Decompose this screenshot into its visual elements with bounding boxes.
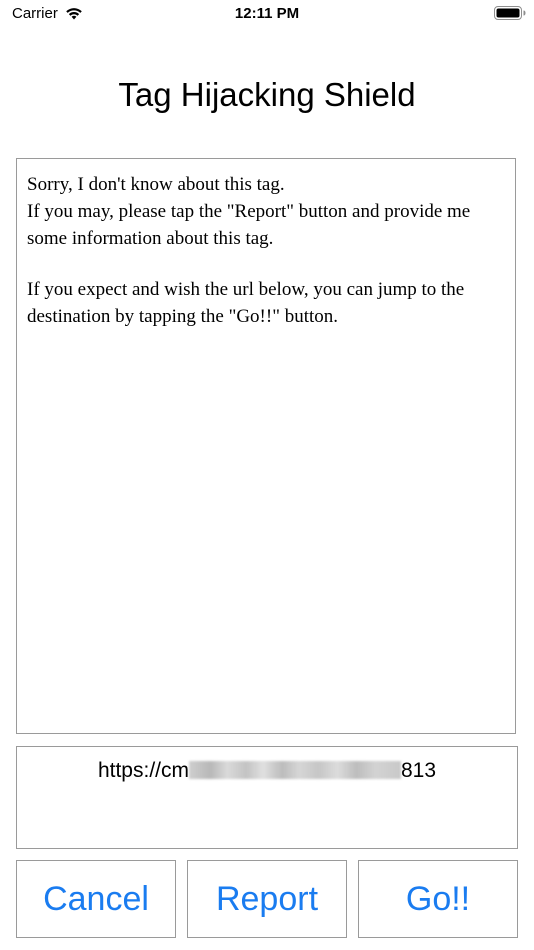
paragraph-gap <box>27 252 505 276</box>
action-button-row <box>16 860 518 938</box>
battery-icon <box>494 6 526 20</box>
message-text-view[interactable] <box>16 158 516 734</box>
report-button[interactable]: Report <box>187 860 347 938</box>
status-bar <box>0 0 534 30</box>
message-line-report-request: If you may, please tap the "Report" button and provide me some information about this tag. <box>27 201 471 249</box>
url-suffix: 813 <box>400 759 437 782</box>
cancel-button[interactable]: Cancel <box>16 860 176 938</box>
message-line-unknown-tag: Sorry, I don't know about this tag. <box>27 174 285 195</box>
url-redacted-segment <box>189 761 401 779</box>
message-line-go-instruction: If you expect and wish the url below, you can jump to the destination by tapping the "Go!!" button. <box>27 279 465 327</box>
status-time: 12:11 PM <box>234 5 300 22</box>
url-prefix: https://cm <box>97 759 189 782</box>
carrier-label: Carrier <box>12 5 58 22</box>
go-button[interactable]: Go!! <box>358 860 518 938</box>
page-title: Tag Hijacking Shield <box>118 76 416 113</box>
url-text-view[interactable] <box>16 746 518 849</box>
